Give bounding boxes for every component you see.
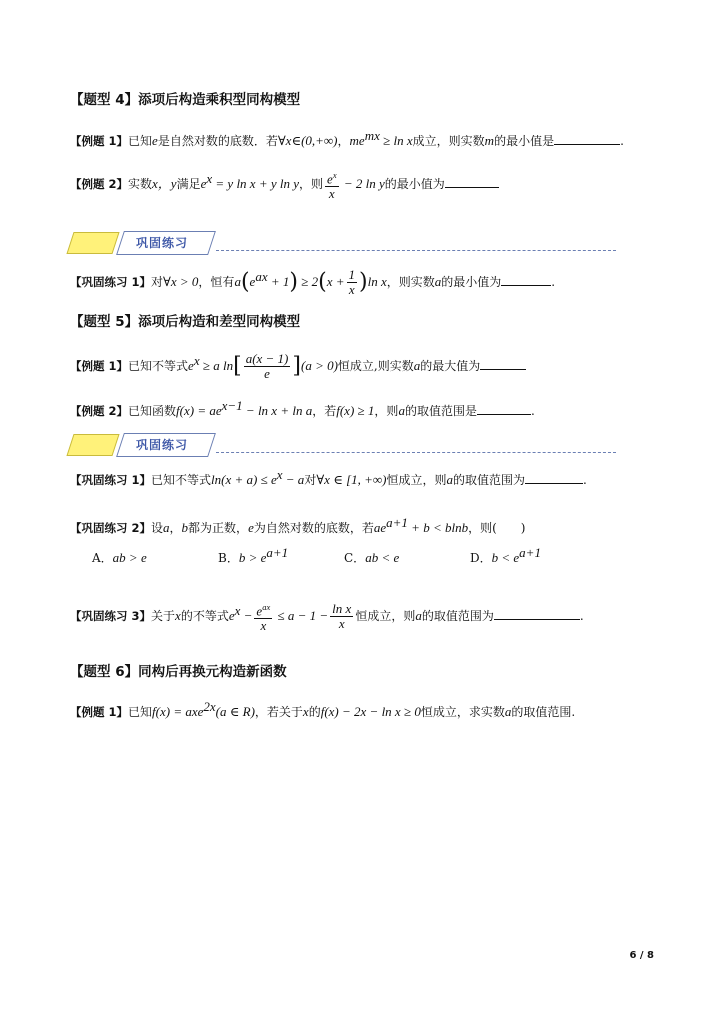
- text: 的: [308, 705, 321, 719]
- text: 已知: [128, 134, 153, 148]
- math-sup: x: [193, 353, 200, 368]
- practice-1: 【巩固练习 1】对∀x > 0，恒有$a(e^{ax} + 1) \ge 2(x$ + $\frac{1}{x}$ )ln x，则实数a的最小值为 .: [70, 267, 556, 297]
- text: 的不等式: [180, 609, 229, 624]
- text: 已知: [128, 705, 153, 719]
- frac-den: x: [260, 618, 267, 634]
- answer-blank: [477, 402, 531, 415]
- math: x: [302, 704, 309, 719]
- math-sup: x−1: [221, 398, 243, 413]
- math: f(x) = axe: [152, 704, 204, 719]
- frac-num-sup: x: [332, 170, 337, 180]
- answer-blank: [525, 471, 583, 484]
- practice-tag: 【巩固练习 1】: [70, 275, 152, 289]
- band-label: 巩固练习: [136, 236, 189, 250]
- text: .: [551, 275, 556, 289]
- math: = y ln x + y ln y: [212, 176, 300, 192]
- text: 的最小值为: [441, 275, 502, 289]
- answer-blank: [480, 357, 526, 370]
- math: e: [188, 358, 194, 373]
- math: − ln x + ln a: [242, 403, 313, 418]
- text: 的最大值为: [420, 359, 481, 373]
- text: 为自然对数的底数，若: [253, 521, 374, 535]
- text: 满足: [176, 177, 201, 192]
- math-sup: a+1: [386, 515, 408, 530]
- math: a: [446, 472, 454, 487]
- answer-blank: [494, 607, 580, 620]
- math: x +: [326, 274, 345, 289]
- math-sup: ax: [255, 269, 268, 284]
- band-label: 巩固练习: [136, 438, 189, 452]
- math: ∀x > 0: [163, 274, 199, 289]
- math-sup: 2x: [203, 699, 216, 714]
- option-c[interactable]: [344, 550, 470, 566]
- math-sup: x: [276, 467, 283, 482]
- math: ln(x + a) ≤ e: [211, 472, 277, 487]
- frac-den: x: [328, 186, 335, 202]
- math-sup: mx: [364, 128, 380, 143]
- text: 恒成立，则: [355, 609, 416, 624]
- math: a: [234, 274, 241, 289]
- math: b: [181, 520, 189, 535]
- text: .: [620, 134, 624, 148]
- math: a: [413, 358, 421, 373]
- text: 的取值范围为: [421, 609, 494, 624]
- math: a: [504, 704, 512, 719]
- text: 恒成立,则实数: [337, 359, 414, 373]
- section-4-title: 【题型 4】添项后构造乘积型同构模型: [70, 92, 301, 108]
- text: 对: [304, 473, 317, 487]
- example-tag: 【例题 2】: [70, 404, 129, 418]
- math: x，y: [152, 176, 177, 192]
- option-sup: a+1: [266, 545, 289, 560]
- section-5-example-2: [70, 398, 535, 419]
- section-4-example-2: [70, 168, 499, 201]
- math: a: [163, 520, 170, 535]
- math: e: [248, 520, 254, 535]
- text: ，则: [374, 404, 399, 418]
- section-6-example-1: [70, 699, 575, 720]
- text: 实数: [128, 177, 153, 192]
- frac-den: x: [338, 616, 345, 632]
- math: x: [175, 608, 181, 624]
- text: ，若关于: [254, 705, 303, 719]
- math: ≥ ln x: [379, 133, 413, 148]
- band-yellow-box: [66, 232, 119, 254]
- section-4-example-1: [70, 128, 624, 149]
- text: 恒成立，求实数: [420, 705, 505, 719]
- math: ln x: [367, 274, 387, 289]
- math: − a: [282, 472, 305, 487]
- math: m: [484, 133, 495, 148]
- math: −: [240, 608, 253, 624]
- text: .: [583, 473, 587, 487]
- frac-num-sup: ax: [262, 602, 271, 612]
- frac-den: e: [264, 366, 270, 381]
- text: 已知不等式: [151, 473, 212, 487]
- text: 都为正数，: [188, 521, 249, 535]
- text: 关于: [151, 609, 176, 624]
- frac-num: 1: [348, 267, 355, 282]
- option-letter: B．: [218, 551, 239, 565]
- math: a: [398, 403, 405, 418]
- option-letter: D．: [470, 551, 492, 565]
- option-letter: C．: [344, 551, 366, 565]
- frac-num: a(x − 1): [245, 351, 289, 366]
- text: 的最小值是: [494, 134, 555, 148]
- option-d[interactable]: [470, 545, 596, 566]
- section-5-title: 【题型 5】添项后构造和差型同构模型: [70, 314, 301, 330]
- text: 是自然对数的底数．若: [157, 134, 278, 148]
- practice-tag: 【巩固练习 2】: [70, 521, 152, 535]
- option-letter: A．: [92, 551, 113, 565]
- practice-2-2-options: [92, 545, 596, 566]
- math-sup: x: [234, 603, 241, 619]
- text: 的取值范围为: [453, 473, 526, 487]
- option-sup: a+1: [519, 545, 541, 560]
- option-expr: b < e: [491, 550, 520, 565]
- practice-2-2: [70, 515, 525, 536]
- text: 的取值范围.: [511, 705, 576, 719]
- option-expr: b > e: [238, 550, 267, 565]
- practice-tag: 【巩固练习 3】: [70, 609, 152, 624]
- math-sup: x: [206, 171, 213, 187]
- frac-den: x: [348, 282, 355, 297]
- band-dashed-line: [216, 452, 616, 453]
- band-dashed-line: [216, 250, 616, 251]
- math: ae: [373, 520, 387, 535]
- math: + b < blnb: [407, 520, 469, 535]
- practice-tag: 【巩固练习 1】: [70, 473, 152, 487]
- practice-band: [70, 432, 550, 458]
- fraction: [330, 602, 353, 631]
- text: ，则: [299, 177, 324, 192]
- fraction: [347, 268, 358, 297]
- math: e: [200, 176, 207, 192]
- practice-2-1: [70, 467, 587, 488]
- text: 恒成立，则: [386, 473, 447, 487]
- text: 的最小值为: [384, 177, 445, 192]
- text: 成立，则实数: [412, 134, 485, 148]
- answer-blank: [445, 175, 499, 188]
- option-a[interactable]: [92, 550, 218, 566]
- text: .: [579, 609, 584, 624]
- text: ，恒有: [198, 275, 235, 289]
- math: ∀x ∈ [1, +∞): [316, 472, 387, 487]
- example-tag: 【例题 1】: [70, 359, 129, 373]
- text: 已知不等式: [128, 359, 189, 373]
- math: (a > 0): [300, 358, 338, 373]
- math: a: [434, 274, 442, 289]
- option-expr: ab > e: [112, 550, 147, 565]
- example-tag: 【例题 2】: [70, 177, 129, 192]
- answer-blank: [501, 273, 551, 286]
- text: 设: [151, 521, 164, 535]
- math: + 1: [267, 274, 290, 289]
- math: e: [249, 274, 256, 289]
- text: .: [530, 404, 535, 418]
- text: ，: [169, 521, 182, 535]
- text: ，若: [312, 404, 337, 418]
- frac-num: ln x: [332, 601, 352, 617]
- example-tag: 【例题 1】: [70, 705, 129, 719]
- math: ∀x∈(0,+∞): [277, 133, 338, 148]
- math: e: [152, 133, 158, 148]
- section-6-title: 【题型 6】同构后再换元构造新函数: [70, 664, 287, 680]
- answer-blank: [554, 132, 620, 145]
- text: 对: [151, 275, 164, 289]
- example-tag: 【例题 1】: [70, 134, 129, 148]
- math: e: [228, 608, 235, 624]
- page-number: 6 / 8: [629, 950, 654, 961]
- math: − 2 ln y: [340, 176, 385, 192]
- practice-2-3: [70, 600, 584, 633]
- option-expr: ab < e: [365, 550, 400, 565]
- text: ，则( ): [468, 521, 526, 535]
- frac-num: e: [327, 171, 333, 187]
- option-b[interactable]: [218, 545, 344, 566]
- text: ，: [337, 134, 350, 148]
- fraction: [325, 168, 339, 201]
- math: ≤ a − 1 −: [274, 608, 329, 624]
- section-5-example-1: 【例题 1】已知不等式$e^x \ge a$ ln[ $\frac{a(x - 1)}{e}$ ](a > 0)恒成立,则实数a的最大值为: [70, 352, 526, 381]
- fraction: [244, 352, 291, 381]
- frac-num: e: [256, 603, 263, 619]
- math: f(x) − 2x − ln x ≥ 0: [320, 704, 421, 719]
- math: (a ∈ R): [215, 704, 255, 719]
- math: f(x) = ae: [176, 403, 222, 418]
- math: me: [349, 133, 365, 148]
- text: ，则实数: [386, 275, 435, 289]
- practice-band: [70, 230, 550, 256]
- math: a: [415, 608, 422, 624]
- text: 的取值范围是: [404, 404, 477, 418]
- fraction: [254, 600, 272, 633]
- text: 已知函数: [128, 404, 177, 418]
- math: ≥ 2: [297, 274, 319, 289]
- band-yellow-box: [66, 434, 119, 456]
- math: ≥ a ln: [199, 358, 234, 373]
- math: f(x) ≥ 1: [336, 403, 375, 418]
